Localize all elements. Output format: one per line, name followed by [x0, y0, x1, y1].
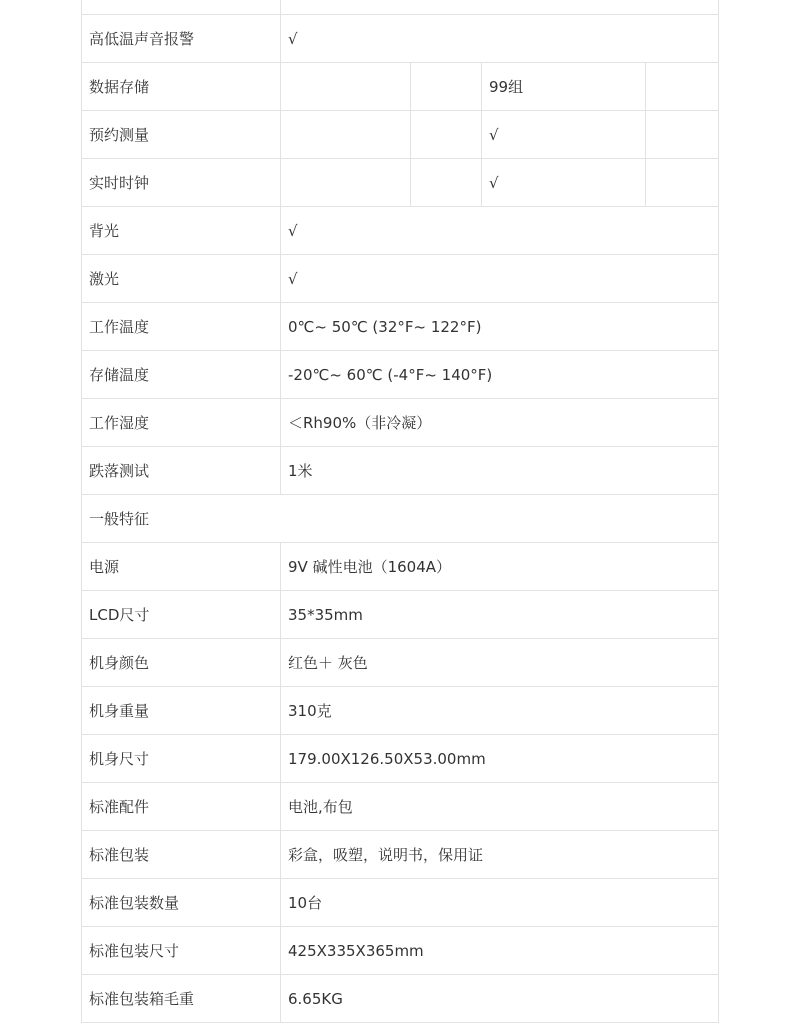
row-label: 背光 [82, 207, 281, 255]
row-label: 工作温度 [82, 303, 281, 351]
row-label: 高低温声音报警 [82, 15, 281, 63]
table-row [82, 495, 719, 543]
row-value: 1米 [281, 447, 719, 495]
table-row [82, 831, 719, 879]
row-value: -20℃~ 60℃ (-4°F~ 140°F) [281, 351, 719, 399]
row-label [82, 0, 281, 15]
table-row [82, 735, 719, 783]
row-label: 机身重量 [82, 687, 281, 735]
table-row [82, 879, 719, 927]
row-label: 工作湿度 [82, 399, 281, 447]
row-value: 310克 [281, 687, 719, 735]
row-label: 标准包装尺寸 [82, 927, 281, 975]
row-label: 机身尺寸 [82, 735, 281, 783]
row-value: 425X335X365mm [281, 927, 719, 975]
row-value: √ [281, 255, 719, 303]
row-label: 电源 [82, 543, 281, 591]
table-row [82, 927, 719, 975]
row-cell [281, 111, 411, 159]
row-value: 179.00X126.50X53.00mm [281, 735, 719, 783]
table-row [82, 15, 719, 63]
table-row [82, 591, 719, 639]
row-value: 红色＋ 灰色 [281, 639, 719, 687]
row-value: 0℃~ 50℃ (32°F~ 122°F) [281, 303, 719, 351]
row-label: 预约测量 [82, 111, 281, 159]
row-value: √ [281, 15, 719, 63]
row-label: 激光 [82, 255, 281, 303]
table-row [82, 159, 719, 207]
row-value [281, 0, 719, 15]
table-row [82, 207, 719, 255]
table-row [82, 303, 719, 351]
row-label: 跌落测试 [82, 447, 281, 495]
table-row [82, 639, 719, 687]
table-row [82, 255, 719, 303]
row-label: 标准包装数量 [82, 879, 281, 927]
section-heading: 一般特征 [82, 495, 719, 543]
table-row [82, 63, 719, 111]
row-cell [646, 159, 719, 207]
row-value: 6.65KG [281, 975, 719, 1023]
spec-table-body [82, 0, 719, 1023]
row-cell: √ [482, 111, 646, 159]
row-label: 标准包装箱毛重 [82, 975, 281, 1023]
table-row [82, 543, 719, 591]
table-row [82, 399, 719, 447]
row-cell [646, 111, 719, 159]
row-label: LCD尺寸 [82, 591, 281, 639]
spec-table [81, 0, 719, 1023]
row-cell [281, 159, 411, 207]
table-row [82, 783, 719, 831]
row-cell [646, 63, 719, 111]
row-value: 35*35mm [281, 591, 719, 639]
table-row [82, 351, 719, 399]
row-cell [411, 111, 482, 159]
row-value: 彩盒，吸塑，说明书，保用证 [281, 831, 719, 879]
row-label: 标准包装 [82, 831, 281, 879]
row-label: 机身颜色 [82, 639, 281, 687]
row-cell [411, 63, 482, 111]
row-label: 存储温度 [82, 351, 281, 399]
table-row [82, 687, 719, 735]
row-value: 电池,布包 [281, 783, 719, 831]
row-cell: 99组 [482, 63, 646, 111]
row-value: 9V 碱性电池（1604A） [281, 543, 719, 591]
table-row [82, 975, 719, 1023]
row-value: ＜Rh90%（非冷凝） [281, 399, 719, 447]
row-value: 10台 [281, 879, 719, 927]
row-cell [411, 159, 482, 207]
row-value: √ [281, 207, 719, 255]
row-cell [281, 63, 411, 111]
row-label: 标准配件 [82, 783, 281, 831]
row-cell: √ [482, 159, 646, 207]
row-label: 实时时钟 [82, 159, 281, 207]
table-row [82, 0, 719, 15]
table-row [82, 447, 719, 495]
row-label: 数据存储 [82, 63, 281, 111]
table-row [82, 111, 719, 159]
